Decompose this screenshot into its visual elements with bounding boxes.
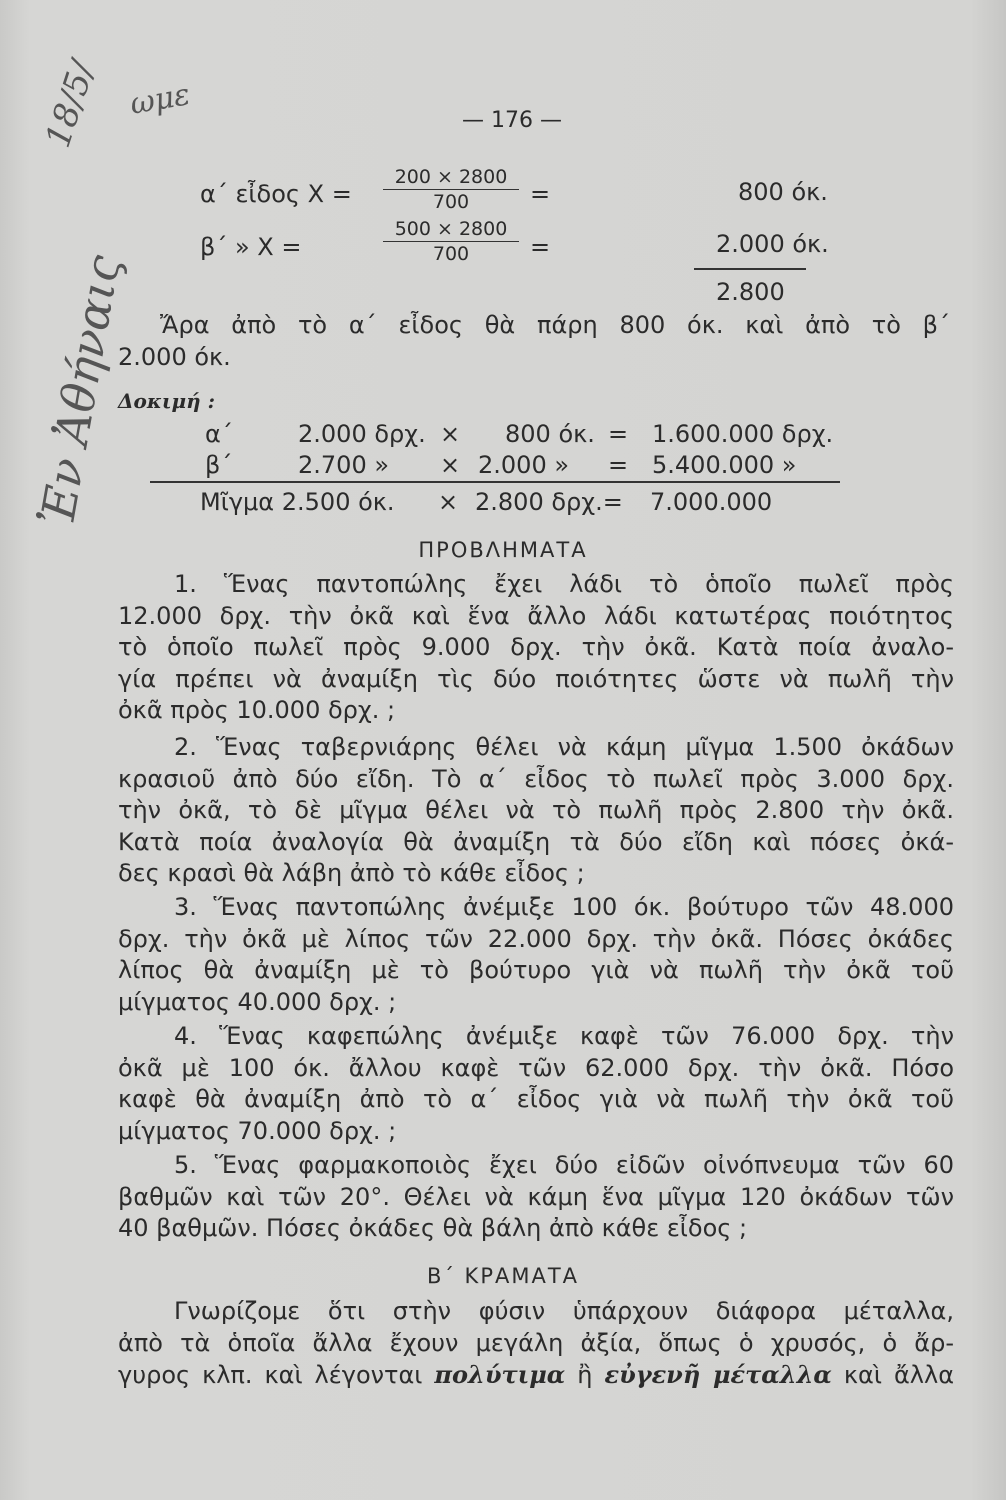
problem-5-line: βαθμῶν καὶ τῶν 20°. Θέλει νὰ κάμη ἕνα μῖγμα 120 ὀκάδων τῶν <box>118 1182 954 1211</box>
problem-2-line: δες κρασὶ θὰ λάβη ἀπὸ τὸ κάθε εἶδος ; <box>118 859 585 887</box>
calc-row1-numerator: 200 × 2800 <box>383 166 519 190</box>
problem-5-line: 40 βαθμῶν. Πόσες ὀκάδες θὰ βάλη ἀπὸ κάθε εἶδος ; <box>118 1214 748 1242</box>
check-title: Δοκιμή : <box>118 389 216 413</box>
check-row1-eq: = <box>608 420 629 448</box>
handwritten-vertical-note: Ἐν Ἀθήναις <box>30 251 131 530</box>
check-mix-label: Μῖγμα 2.500 όκ. <box>200 488 395 516</box>
problem-1 <box>118 569 954 727</box>
calc-row2-numerator: 500 × 2800 <box>383 218 519 242</box>
problem-3-line: 3. Ἕνας παντοπώλης ἀνέμιξε 100 όκ. βούτυρο τῶν 48.000 <box>174 893 954 921</box>
check-row1-op: × <box>440 420 461 448</box>
calc-row1-equals: = <box>530 180 551 208</box>
calc-row2-denominator: 700 <box>432 243 470 265</box>
calc-row2-result: 2.000 όκ. <box>716 230 829 258</box>
calc-row1-result: 800 όκ. <box>738 178 828 206</box>
problem-2-line: Κατὰ ποία ἀναλογία θὰ ἀναμίξη τὰ δύο εἴδη καὶ πόσες ὀκά- <box>118 827 954 856</box>
calc-row2-label: β΄ » Χ = <box>200 233 302 261</box>
check-row1-mark: α΄ <box>205 420 233 448</box>
problem-5 <box>118 1150 954 1245</box>
calc-row2-fraction <box>383 218 519 265</box>
section-text-part: καὶ ἄλλα <box>843 1361 955 1389</box>
section-text-part: γυρος κλπ. καὶ λέγονται <box>118 1361 423 1389</box>
conclusion-line2: 2.000 όκ. <box>118 343 231 371</box>
check-row2-mark: β΄ <box>205 451 233 479</box>
section-text-part: ἢ <box>577 1361 593 1389</box>
sum-rule <box>694 268 806 270</box>
problem-4 <box>118 1021 954 1147</box>
problem-4-line: καφὲ θὰ ἀναμίξη ἀπὸ τὸ α΄ εἶδος γιὰ νὰ πωλῆ τὴν ὀκᾶ τοῦ <box>118 1085 954 1113</box>
problem-4-line: 4. Ἕνας καφεπώλης ἀνέμιξε καφὲ τῶν 76.000 δρχ. τὴν <box>174 1022 954 1050</box>
check-row1-a: 2.000 δρχ. <box>298 420 426 448</box>
check-row2-b: 2.000 » <box>478 451 570 479</box>
calc-total: 2.800 <box>716 278 785 306</box>
calc-row2-equals: = <box>530 233 551 261</box>
calc-row1-fraction <box>383 166 519 213</box>
check-mix-c: 7.000.000 <box>650 488 773 516</box>
check-row2-eq: = <box>608 451 629 479</box>
check-row2-c: 5.400.000 » <box>652 451 797 479</box>
check-row2-a: 2.700 » <box>298 451 390 479</box>
handwritten-date: 18/5/ <box>38 56 104 153</box>
problem-2 <box>118 732 954 890</box>
problem-1-line: ὀκᾶ πρὸς 10.000 δρχ. ; <box>118 696 396 724</box>
check-row2-op: × <box>440 451 461 479</box>
problem-1-line: 12.000 δρχ. τὴν ὀκᾶ καὶ ἕνα ἄλλο λάδι κατωτέρας ποιότητος <box>118 601 954 630</box>
problem-3-line: λίπος θὰ ἀναμίξη μὲ τὸ βούτυρο γιὰ νὰ πωλῆ τὴν ὀκᾶ τοῦ <box>118 956 954 984</box>
emphasis-term: πολύτιμα <box>434 1360 566 1389</box>
conclusion-line1 <box>160 311 950 339</box>
problem-1-line: τὸ ὁποῖο πωλεῖ πρὸς 9.000 δρχ. τὴν ὀκᾶ. Κατὰ ποία ἀναλο- <box>118 633 954 661</box>
conclusion-text: Ἄρα ἀπὸ τὸ α΄ εἶδος θὰ πάρη 800 όκ. καὶ ἀπὸ τὸ β΄ <box>160 311 950 339</box>
section-line: Γνωρίζομε ὅτι στὴν φύσιν ὑπάρχουν διάφορα μέταλλα, <box>174 1297 954 1325</box>
problem-1-line: γία πρέπει νὰ ἀναμίξη τὶς δύο ποιότητες ὥστε νὰ πωλῆ τὴν <box>118 664 954 693</box>
problem-4-line: ὀκᾶ μὲ 100 όκ. ἄλλου καφὲ τῶν 62.000 δρχ. τὴν ὀκᾶ. Πόσο <box>118 1053 954 1082</box>
section-line: ἀπὸ τὰ ὁποῖα ἄλλα ἔχουν μεγάλη ἀξία, ὅπως ὁ χρυσός, ὁ ἄρ- <box>118 1328 954 1357</box>
problem-3-line: δρχ. τὴν ὀκᾶ μὲ λίπος τῶν 22.000 δρχ. τὴν ὀκᾶ. Πόσες ὀκάδες <box>118 924 954 953</box>
check-mix-op: × <box>438 488 459 516</box>
check-row1-c: 1.600.000 δρχ. <box>652 420 834 448</box>
problem-4-line: μίγματος 70.000 δρχ. ; <box>118 1116 397 1145</box>
problem-3-line: μίγματος 40.000 δρχ. ; <box>118 987 397 1016</box>
problem-2-line: κρασιοῦ ἀπὸ δύο εἴδη. Τὸ α΄ εἶδος τὸ πωλεῖ πρὸς 3.000 δρχ. <box>118 764 954 793</box>
problem-2-line: 2. Ἕνας ταβερνιάρης θέλει νὰ κάμη μῖγμα 1.500 ὀκάδων <box>174 733 954 761</box>
calc-row1-label: α΄ εἶδος Χ = <box>200 180 352 208</box>
problem-2-line: τὴν ὀκᾶ, τὸ δὲ μῖγμα θέλει νὰ τὸ πωλῆ πρὸς 2.800 τὴν ὀκᾶ. <box>118 796 954 824</box>
check-row1-b: 800 όκ. <box>505 420 595 448</box>
problem-5-line: 5. Ἕνας φαρμακοποιὸς ἔχει δύο εἰδῶν οἰνόπνευμα τῶν 60 <box>174 1151 954 1179</box>
section-paragraph <box>118 1296 954 1392</box>
section-heading: Β΄ ΚΡΑΜΑΤΑ <box>426 1264 580 1288</box>
problem-1-line: 1. Ἕνας παντοπώλης ἔχει λάδι τὸ ὁποῖο πωλεῖ πρὸς <box>174 570 954 598</box>
emphasis-term: εὐγενῆ μέταλλα <box>604 1360 832 1389</box>
calc-row1-denominator: 700 <box>432 191 470 213</box>
check-rule <box>150 481 840 483</box>
handwritten-scribble: ωμε <box>127 77 193 122</box>
section-line-3 <box>118 1359 954 1392</box>
page-number: — 176 — <box>462 108 562 133</box>
problems-heading: ΠΡΟΒΛΗΜΑΤΑ <box>418 538 588 562</box>
check-mix-b: 2.800 δρχ.= <box>475 488 623 516</box>
problem-3 <box>118 892 954 1018</box>
